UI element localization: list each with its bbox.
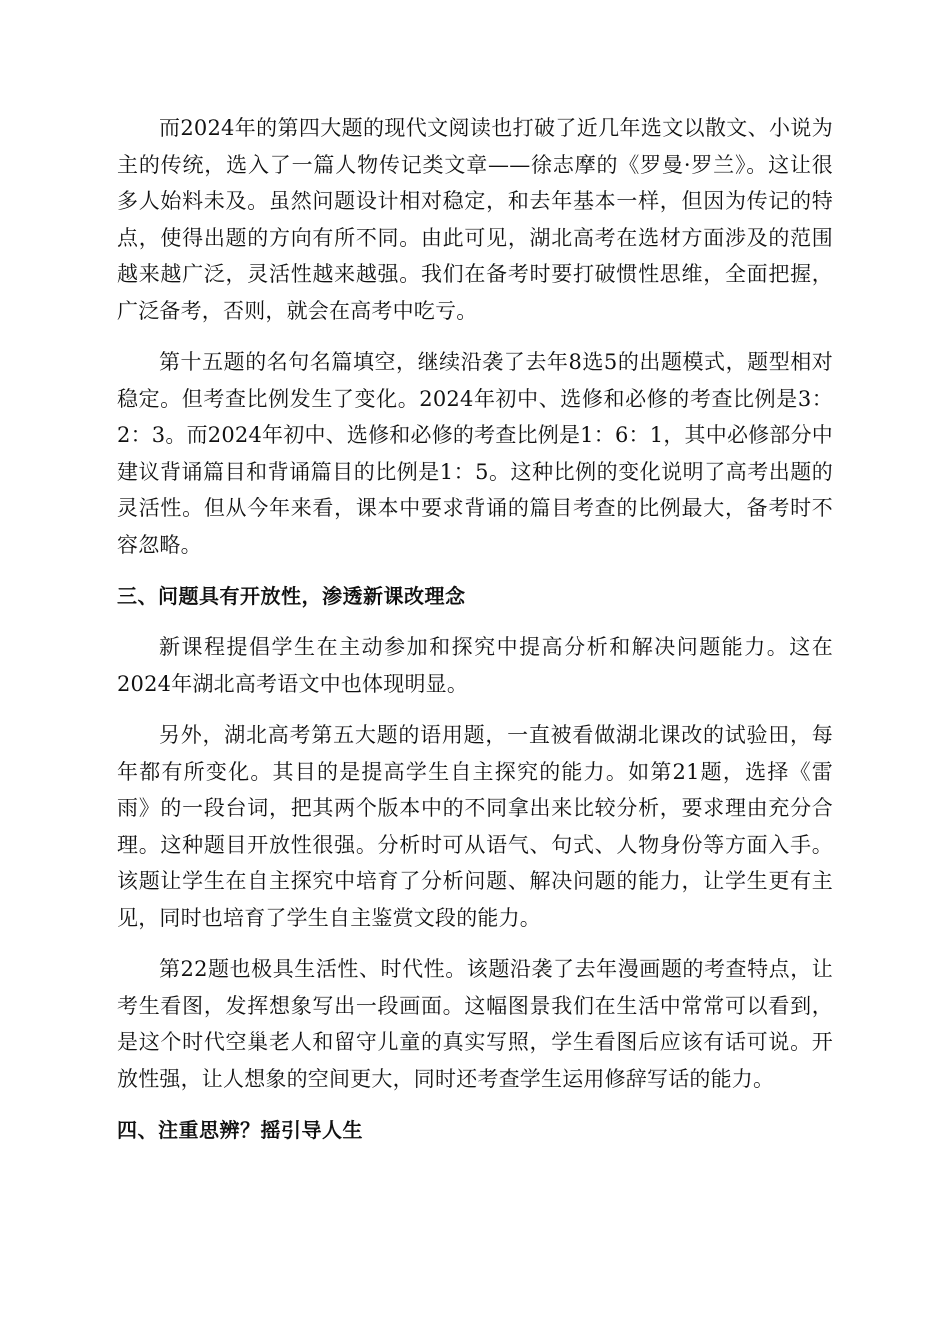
paragraph-modern-reading: 而2024年的第四大题的现代文阅读也打破了近几年选文以散文、小说为主的传统，选入了一篇人物传记类文章——徐志摩的《罗曼·罗兰》。这让很多人始料未及。虽然问题设计相对稳定，和去年基本一样，但因为传记的特点，使得出题的方向有所不同。由此可见，湖北高考在选材方面涉及的范围越来越广泛，灵活性越来越强。我们在备考时要打破惯性思维，全面把握，广泛备考，否则，就会在高考中吃亏。	[117, 116, 833, 323]
paragraph-new-curriculum: 新课程提倡学生在主动参加和探究中提高分析和解决问题能力。这在2024年湖北高考语文中也体现明显。	[117, 635, 833, 696]
paragraph-famous-lines: 第十五题的名句名篇填空，继续沿袭了去年8选5的出题模式，题型相对稳定。但考查比例发生了变化。2024年初中、选修和必修的考查比例是3：2：3。而2024年初中、选修和必修的考查比例是1：6：1，其中必修部分中建议背诵篇目和背诵篇目的比例是1：5。这种比例的变化说明了高考出题的灵活性。但从今年来看，课本中要求背诵的篇目考查的比例最大，备考时不容忽略。	[117, 350, 833, 557]
section-heading-three: 三、问题具有开放性，渗透新课改理念	[117, 584, 466, 608]
document-body	[117, 110, 833, 1163]
paragraph-language-use: 另外，湖北高考第五大题的语用题，一直被看做湖北课改的试验田，每年都有所变化。其目的是提高学生自主探究的能力。如第21题，选择《雷雨》的一段台词，把其两个版本中的不同拿出来比较分析，要求理由充分合理。这种题目开放性很强。分析时可从语气、句式、人物身份等方面入手。该题让学生在自主探究中培育了分析问题、解决问题的能力，让学生更有主见，同时也培育了学生自主鉴赏文段的能力。	[117, 723, 833, 930]
section-heading-four: 四、注重思辨？摇引导人生	[117, 1118, 363, 1142]
paragraph-question-22: 第22题也极具生活性、时代性。该题沿袭了去年漫画题的考查特点，让考生看图，发挥想象写出一段画面。这幅图景我们在生活中常常可以看到，是这个时代空巢老人和留守儿童的真实写照，学生看图后应该有话可说。开放性强，让人想象的空间更大，同时还考查学生运用修辞写话的能力。	[117, 957, 833, 1091]
